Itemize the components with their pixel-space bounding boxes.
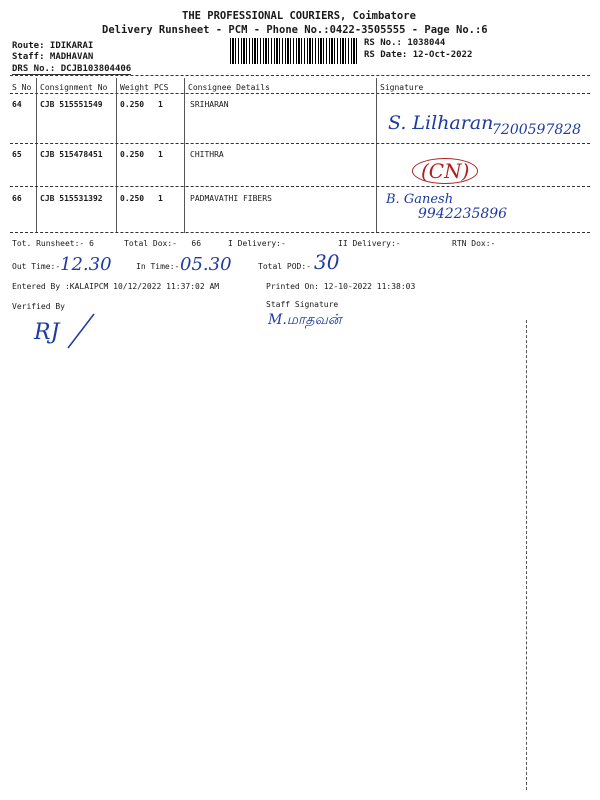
in-time-label: In Time:- [136, 262, 180, 271]
rs-date: RS Date: 12-Oct-2022 [364, 50, 473, 60]
col-signature: Signature [380, 83, 424, 92]
verified-by-label: Verified By [12, 302, 65, 311]
row-weight: 0.250 [120, 100, 145, 109]
staff-label: Staff: MADHAVAN [12, 52, 94, 62]
row-signature: B. Ganesh [386, 192, 454, 207]
rs-number: RS No.: 1038044 [364, 38, 446, 48]
row-consignee: PADMAVATHI FIBERS [190, 194, 272, 203]
doc-subtitle: Delivery Runsheet - PCM - Phone No.:0422-3505555 - Page No.:6 [102, 24, 488, 36]
scan-edge [526, 320, 527, 790]
row-consignee: CHITHRA [190, 150, 224, 159]
row-signature: S. Lilharan [388, 112, 494, 134]
row-rule [10, 232, 590, 233]
col-sep [184, 78, 185, 233]
in-time-value: 05.30 [180, 254, 232, 275]
row-weight: 0.250 [120, 150, 145, 159]
col-sep [36, 78, 37, 233]
i-delivery: I Delivery:- [228, 239, 286, 248]
row-consignment: CJB 515551549 [40, 100, 103, 109]
total-pod-label: Total POD:- [258, 262, 311, 271]
verified-signature: RJ [34, 320, 60, 345]
total-pod-value: 30 [314, 250, 340, 274]
table-top-rule [10, 75, 590, 76]
col-sno: S No [12, 83, 32, 92]
rtn-dox: RTN Dox:- [452, 239, 496, 248]
col-consignment: Consignment No [40, 83, 108, 92]
total-dox: Total Dox:- 66 [124, 239, 202, 248]
col-sep [376, 78, 377, 233]
row-phone: 9942235896 [418, 206, 508, 222]
route-label: Route: IDIKARAI [12, 41, 94, 51]
staff-signature: M.மாதவன் [268, 312, 342, 328]
total-runsheet: Tot. Runsheet:- 6 [12, 239, 94, 248]
row-consignment: CJB 515531392 [40, 194, 103, 203]
row-pcs: 1 [158, 194, 163, 203]
out-time-label: Out Time:- [12, 262, 61, 271]
row-consignment: CJB 515478451 [40, 150, 103, 159]
doc-title: THE PROFESSIONAL COURIERS, Coimbatore [182, 10, 416, 22]
staff-signature-label: Staff Signature [266, 300, 339, 309]
col-sep [116, 78, 117, 233]
row-sno: 65 [12, 150, 22, 159]
col-weight: Weight [120, 83, 149, 92]
row-rule [10, 186, 590, 187]
out-time-value: 12.30 [60, 254, 112, 275]
row-weight: 0.250 [120, 194, 145, 203]
row-pcs: 1 [158, 150, 163, 159]
ii-delivery: II Delivery:- [338, 239, 401, 248]
col-pcs: PCS [154, 83, 169, 92]
row-sno: 66 [12, 194, 22, 203]
row-signature: (CN) [412, 158, 478, 184]
col-consignee: Consignee Details [188, 83, 270, 92]
row-rule [10, 143, 590, 144]
row-sno: 64 [12, 100, 22, 109]
drs-number: DRS No.: DCJB103804406 [12, 64, 132, 74]
header-rule [10, 93, 590, 94]
barcode [230, 38, 358, 64]
row-consignee: SRIHARAN [190, 100, 229, 109]
row-pcs: 1 [158, 100, 163, 109]
signature-stroke [60, 312, 100, 352]
entered-by: Entered By :KALAIPCM 10/12/2022 11:37:02 AM [12, 282, 220, 291]
printed-on: Printed On: 12-10-2022 11:38:03 [266, 282, 416, 291]
row-phone: 7200597828 [492, 122, 582, 138]
